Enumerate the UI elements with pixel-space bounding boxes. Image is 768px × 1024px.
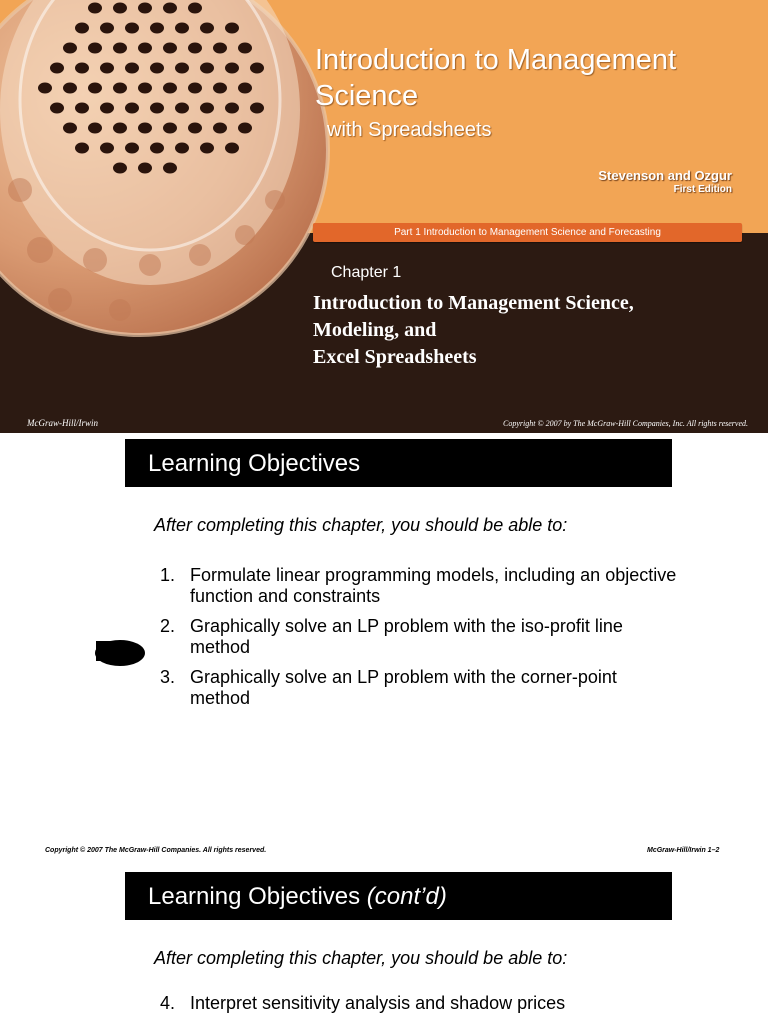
list-item [160,667,680,709]
disc-hole [125,23,139,34]
disc-hole [63,83,77,94]
disc-hole [138,163,152,174]
disc-hole [175,63,189,74]
copyright-notice: Copyright © 2007 by The McGraw-Hill Companies, Inc. All rights reserved. [503,419,748,428]
slide-heading: Learning Objectives [148,450,361,477]
disc-hole [50,63,64,74]
disc-hole [188,43,202,54]
disc-hole [113,3,127,14]
pointer-shape-icon [95,639,147,667]
disc-hole [88,83,102,94]
disc-hole [88,3,102,14]
disc-hole [163,3,177,14]
authors: Stevenson and Ozgur [598,168,732,183]
objectives-list [160,565,680,718]
disc-hole [200,63,214,74]
disc-hole [125,143,139,154]
chapter-title [313,290,753,371]
objective-number: 3. [160,667,176,687]
disc-hole [88,123,102,134]
disc-hole [100,63,114,74]
slide-heading-bar [125,439,672,487]
disc-hole [63,123,77,134]
disc-hole [75,23,89,34]
disc-hole [200,23,214,34]
disc-hole [100,103,114,114]
perforated-disc-illustration [0,0,330,345]
disc-hole [100,23,114,34]
disc-hole [175,143,189,154]
disc-hole [163,43,177,54]
disc-hole [150,103,164,114]
slide-intro: After completing this chapter, you should be able to: [154,948,568,968]
list-item [160,616,680,658]
book-subtitle: with Spreadsheets [327,119,492,141]
objective-number: 2. [160,616,176,636]
disc-hole [113,123,127,134]
title-slide [0,0,768,433]
disc-hole [188,123,202,134]
disc-hole [138,43,152,54]
disc-hole [113,83,127,94]
disc-hole [213,43,227,54]
disc-hole [250,103,264,114]
objectives-list [160,993,680,1023]
disc-hole [138,3,152,14]
disc-hole [238,43,252,54]
list-item [160,565,680,607]
disc-hole [225,143,239,154]
disc-hole [88,43,102,54]
chapter-title-line: Modeling, and [313,319,437,341]
slide-heading-main: Learning Objectives [148,883,361,910]
disc-hole [188,3,202,14]
objective-text: Graphically solve an LP problem with the corner-point method [190,667,617,708]
objective-text: Interpret sensitivity analysis and shadow prices [190,993,566,1013]
disc-hole [50,103,64,114]
chapter-title-line: Introduction to Management Science, [313,292,634,314]
slide-footer-copyright: Copyright © 2007 The McGraw-Hill Companies. All rights reserved. [45,847,267,854]
objective-text: Formulate linear programming models, including an objective function and constraints [190,565,677,606]
disc-hole [113,43,127,54]
disc-hole [150,63,164,74]
part-label: Part 1 Introduction to Management Science and Forecasting [313,223,742,242]
slide-footer-page: McGraw-Hill/Irwin 1–2 [647,847,720,854]
list-item [160,993,680,1014]
disc-hole [150,143,164,154]
slide-heading [148,883,447,911]
disc-hole [138,123,152,134]
objective-number: 4. [160,993,176,1013]
disc-hole [200,103,214,114]
disc-hole [175,23,189,34]
disc-hole [38,83,52,94]
disc-hole [250,63,264,74]
disc-hole [150,23,164,34]
disc-hole [125,103,139,114]
disc-hole [100,143,114,154]
disc-hole [213,83,227,94]
disc-hole [175,103,189,114]
book-title: Introduction to Management Science [315,44,677,112]
disc-hole [75,63,89,74]
disc-hole [200,143,214,154]
disc-hole [63,43,77,54]
publisher-label: McGraw-Hill/Irwin [27,418,98,428]
objective-text: Graphically solve an LP problem with the iso-profit line method [190,616,623,657]
disc-hole [188,83,202,94]
chapter-title-line: Excel Spreadsheets [313,346,477,368]
slide-heading-bar [125,872,672,920]
disc-hole [113,163,127,174]
disc-hole [163,163,177,174]
chapter-label: Chapter 1 [331,264,402,281]
disc-hole [125,63,139,74]
slide-heading-suffix: (cont’d) [366,883,447,910]
disc-hole [225,63,239,74]
slide-intro: After completing this chapter, you should be able to: [154,515,568,535]
disc-hole [225,103,239,114]
disc-hole [163,83,177,94]
disc-hole [238,123,252,134]
disc-hole [225,23,239,34]
disc-hole [75,103,89,114]
objective-number: 1. [160,565,176,585]
disc-hole [238,83,252,94]
edition: First Edition [673,184,732,195]
disc-hole [163,123,177,134]
disc-hole [213,123,227,134]
disc-hole [75,143,89,154]
disc-hole [138,83,152,94]
